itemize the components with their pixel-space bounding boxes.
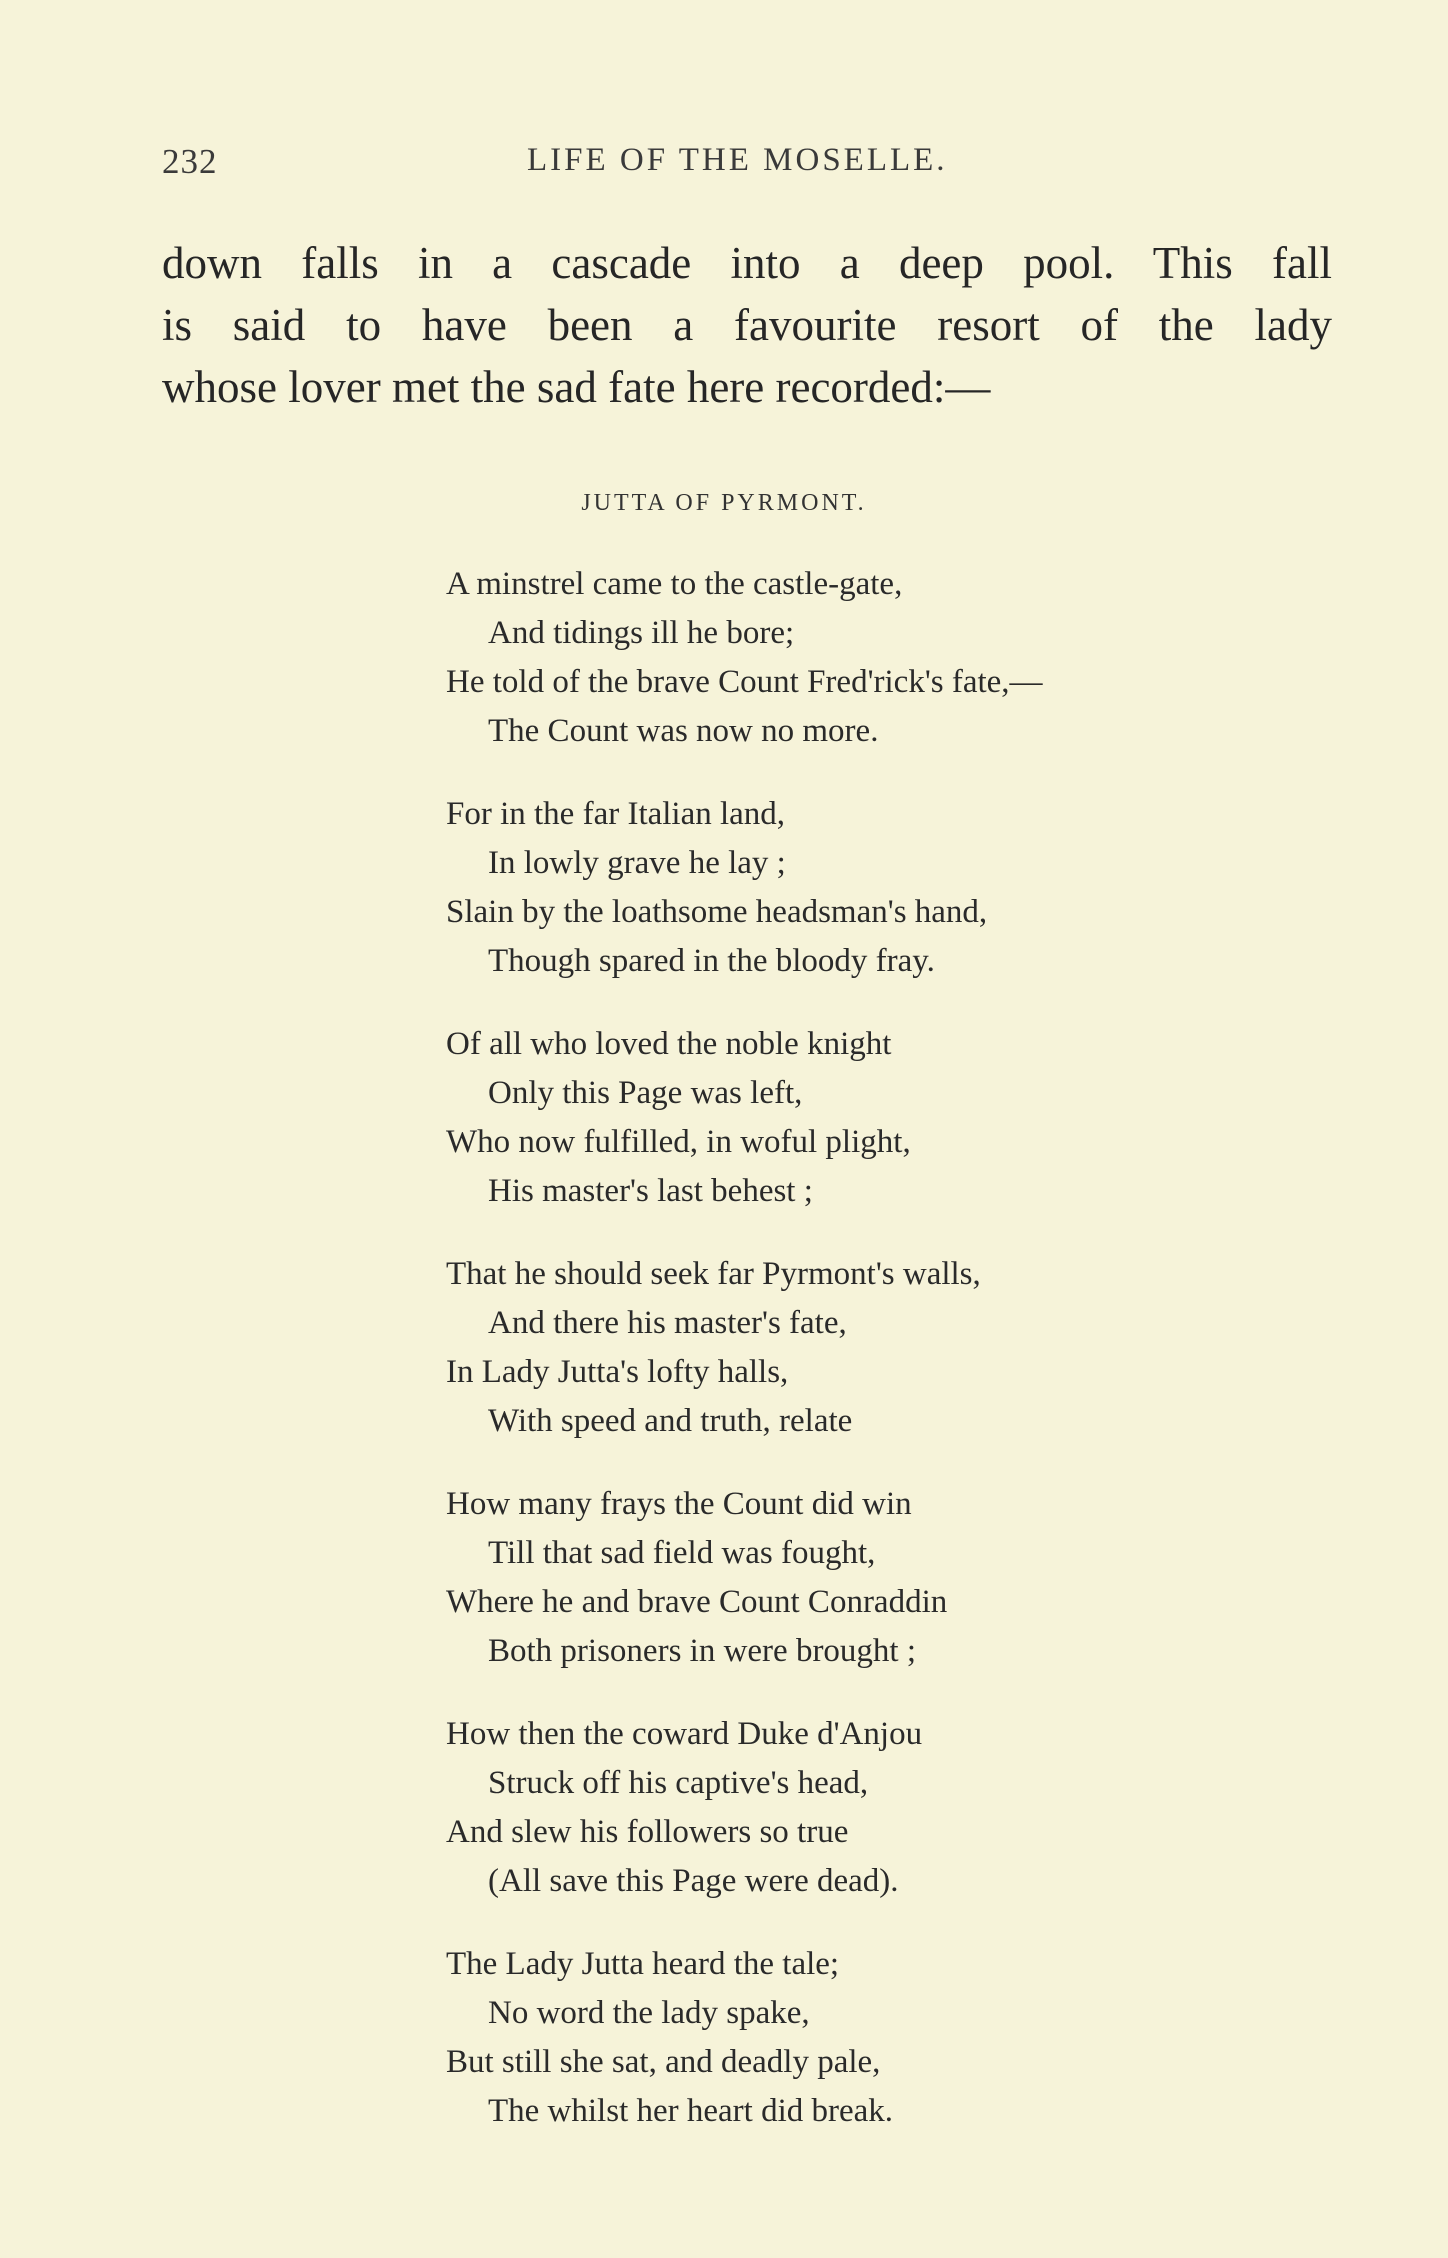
page-number: 232: [162, 142, 218, 181]
verse-line: And tidings ill he bore;: [488, 615, 795, 651]
verse-line: With speed and truth, relate: [488, 1403, 853, 1439]
verse-line: A minstrel came to the castle-gate,: [446, 566, 903, 602]
verse-line: And there his master's fate,: [488, 1305, 847, 1341]
running-title: LIFE OF THE MOSELLE.: [527, 142, 948, 178]
stanza: [446, 1480, 1306, 1676]
verse-line: In lowly grave he lay ;: [488, 845, 786, 881]
stanza: [446, 1020, 1306, 1216]
verse-line: He told of the brave Count Fred'rick's fate,—: [446, 664, 1043, 700]
verse-line: That he should seek far Pyrmont's walls,: [446, 1256, 981, 1292]
prose-line: is said to have been a favourite resort of the lady: [162, 300, 1332, 350]
verse-line: How then the coward Duke d'Anjou: [446, 1716, 923, 1752]
stanza: [446, 1250, 1306, 1446]
verse-line: The Lady Jutta heard the tale;: [446, 1946, 840, 1982]
verse-line: Where he and brave Count Conraddin: [446, 1584, 948, 1620]
prose-line: down falls in a cascade into a deep pool. This fall: [162, 238, 1332, 288]
verse-line: The whilst her heart did break.: [488, 2093, 894, 2129]
verse-line: Who now fulfilled, in woful plight,: [446, 1124, 911, 1160]
verse-line: The Count was now no more.: [488, 713, 879, 749]
poem-title: JUTTA OF PYRMONT.: [581, 490, 867, 516]
verse-line: Struck off his captive's head,: [488, 1765, 869, 1801]
verse-line: In Lady Jutta's lofty halls,: [446, 1354, 789, 1390]
verse-line: Of all who loved the noble knight: [446, 1026, 892, 1062]
verse-line: Both prisoners in were brought ;: [488, 1633, 917, 1669]
verse-line: His master's last behest ;: [488, 1173, 813, 1209]
verse-line: How many frays the Count did win: [446, 1486, 912, 1522]
stanza: [446, 1940, 1306, 2136]
verse-line: But still she sat, and deadly pale,: [446, 2044, 881, 2080]
verse-line: Slain by the loathsome headsman's hand,: [446, 894, 988, 930]
verse-line: For in the far Italian land,: [446, 796, 786, 832]
prose-paragraph: [162, 232, 1332, 418]
verse-line: Only this Page was left,: [488, 1075, 803, 1111]
stanza: [446, 1710, 1306, 1906]
prose-line: whose lover met the sad fate here recorded:—: [162, 362, 991, 412]
stanza: [446, 790, 1306, 986]
verse-line: And slew his followers so true: [446, 1814, 849, 1850]
poem: [446, 560, 1306, 2170]
running-head: [162, 142, 1322, 192]
verse-line: Till that sad field was fought,: [488, 1535, 876, 1571]
verse-line: Though spared in the bloody fray.: [488, 943, 935, 979]
verse-line: No word the lady spake,: [488, 1995, 810, 2031]
verse-line: (All save this Page were dead).: [488, 1863, 899, 1899]
stanza: [446, 560, 1306, 756]
